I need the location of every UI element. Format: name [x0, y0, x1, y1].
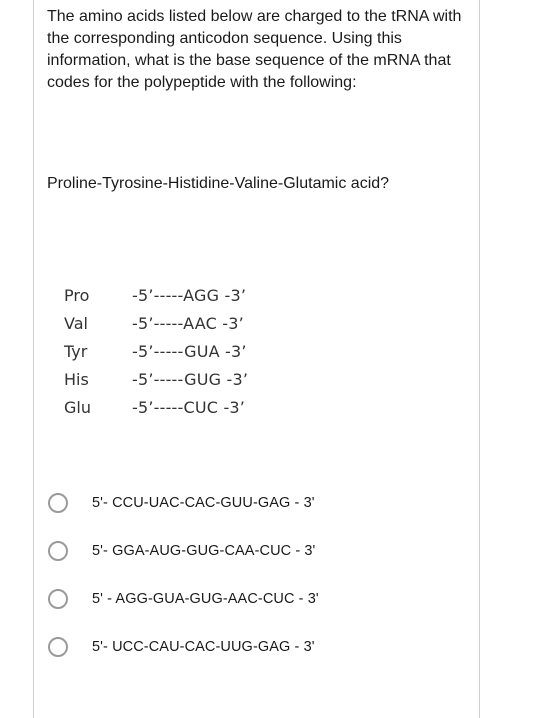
anticodon-row [64, 365, 248, 393]
answer-option-2[interactable] [48, 527, 468, 575]
answer-option-3[interactable] [48, 575, 468, 623]
amino-acid-label: Pro [64, 285, 90, 305]
answer-option-1[interactable] [48, 479, 468, 527]
answer-option-label: 5'- GGA-AUG-GUG-CAA-CUC - 3' [92, 543, 316, 559]
amino-acid-label: Glu [64, 397, 91, 417]
radio-button[interactable] [48, 589, 68, 609]
anticodon-sequence: -5’-----GUA -3’ [132, 341, 247, 361]
radio-button[interactable] [48, 493, 68, 513]
anticodon-sequence: -5’-----AGG -3’ [132, 285, 247, 305]
radio-button[interactable] [48, 637, 68, 657]
answer-option-label: 5'- CCU-UAC-CAC-GUU-GAG - 3' [92, 495, 315, 511]
question-text: The amino acids listed below are charged to the tRNA with the corresponding anticodon sequence. Using this information, what is the base sequence of the mRNA that codes for the polypeptide with the following: [47, 8, 462, 91]
answer-option-label: 5'- UCC-CAU-CAC-UUG-GAG - 3' [92, 639, 315, 655]
anticodon-row [64, 281, 248, 309]
polypeptide-sequence: Proline-Tyrosine-Histidine-Valine-Glutamic acid? [47, 175, 390, 192]
amino-acid-label: Tyr [64, 341, 88, 361]
anticodon-sequence: -5’-----GUG -3’ [132, 369, 249, 389]
answer-options [48, 479, 468, 671]
anticodon-sequence: -5’-----CUC -3’ [132, 397, 246, 417]
radio-button[interactable] [48, 541, 68, 561]
anticodon-row [64, 337, 248, 365]
amino-acid-label: Val [64, 313, 88, 333]
answer-option-label: 5' - AGG-GUA-GUG-AAC-CUC - 3' [92, 591, 319, 607]
amino-acid-label: His [64, 369, 89, 389]
anticodon-table [64, 281, 248, 421]
anticodon-row [64, 393, 248, 421]
anticodon-row [64, 309, 248, 337]
answer-option-4[interactable] [48, 623, 468, 671]
anticodon-sequence: -5’-----AAC -3’ [132, 313, 244, 333]
